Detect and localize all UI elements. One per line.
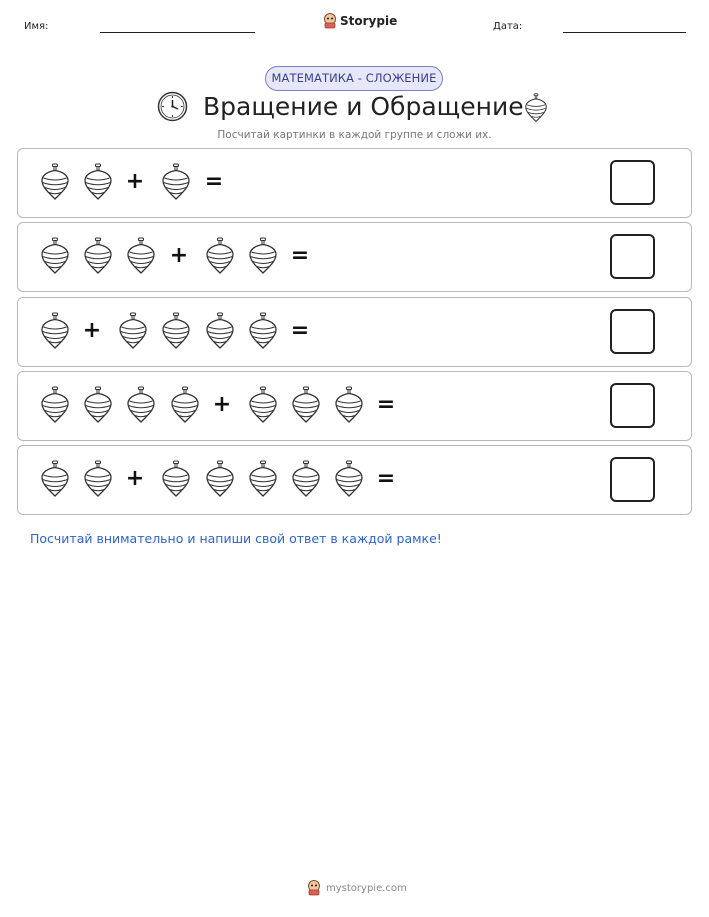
spinning-top-icon: [161, 312, 191, 354]
spinning-top-icon: [334, 460, 364, 502]
plus-sign: +: [82, 318, 102, 343]
problem-row: [17, 148, 692, 218]
answer-box[interactable]: [610, 160, 655, 205]
spinning-top-icon: [248, 237, 278, 279]
spinning-top-icon: [161, 163, 191, 205]
problem-row: [17, 445, 692, 515]
storypie-logo-icon: [307, 880, 321, 896]
spinning-top-icon: [126, 237, 156, 279]
brand-name: Storypie: [340, 14, 398, 28]
equals-sign: =: [376, 466, 396, 491]
spinning-top-icon: [83, 460, 113, 502]
problem-row: [17, 297, 692, 367]
instruction-text: Посчитай внимательно и напиши свой ответ в каждой рамке!: [30, 531, 442, 546]
storypie-logo-icon: [323, 13, 337, 29]
spinning-top-icon: [291, 386, 321, 428]
plus-sign: +: [212, 392, 232, 417]
name-line: [100, 32, 255, 33]
spinning-top-icon: [40, 237, 70, 279]
spinning-top-icon: [170, 386, 200, 428]
spinning-top-icon: [205, 312, 235, 354]
spinning-top-icon: [205, 460, 235, 502]
plus-sign: +: [125, 169, 145, 194]
equals-sign: =: [376, 392, 396, 417]
spinning-top-icon: [40, 312, 70, 354]
spinning-top-icon: [118, 312, 148, 354]
brand-logo: [323, 13, 397, 29]
spinning-top-icon: [40, 163, 70, 205]
spinning-top-icon: [40, 386, 70, 428]
date-label: Дата:: [493, 21, 523, 32]
spinning-top-icon: [248, 312, 278, 354]
name-label: Имя:: [24, 21, 49, 32]
category-pill: МАТЕМАТИКА - СЛОЖЕНИЕ: [265, 66, 443, 91]
footer: [307, 880, 407, 896]
spinning-top-icon: [248, 386, 278, 428]
answer-box[interactable]: [610, 457, 655, 502]
clock-icon: [157, 91, 188, 122]
equals-sign: =: [290, 243, 310, 268]
equals-sign: =: [290, 318, 310, 343]
date-line: [563, 32, 686, 33]
page-subtitle: Посчитай картинки в каждой группе и сложи их.: [217, 129, 492, 141]
problem-row: [17, 371, 692, 441]
page-title: Вращение и Обращение: [203, 92, 524, 121]
plus-sign: +: [125, 466, 145, 491]
spinning-top-icon: [291, 460, 321, 502]
footer-link[interactable]: mystorypie.com: [326, 882, 407, 894]
spinning-top-icon: [524, 93, 548, 127]
answer-box[interactable]: [610, 383, 655, 428]
spinning-top-icon: [205, 237, 235, 279]
spinning-top-icon: [248, 460, 278, 502]
problem-row: [17, 222, 692, 292]
answer-box[interactable]: [610, 234, 655, 279]
spinning-top-icon: [161, 460, 191, 502]
spinning-top-icon: [334, 386, 364, 428]
answer-box[interactable]: [610, 309, 655, 354]
equals-sign: =: [204, 169, 224, 194]
plus-sign: +: [169, 243, 189, 268]
spinning-top-icon: [83, 386, 113, 428]
spinning-top-icon: [83, 237, 113, 279]
spinning-top-icon: [126, 386, 156, 428]
spinning-top-icon: [83, 163, 113, 205]
spinning-top-icon: [40, 460, 70, 502]
